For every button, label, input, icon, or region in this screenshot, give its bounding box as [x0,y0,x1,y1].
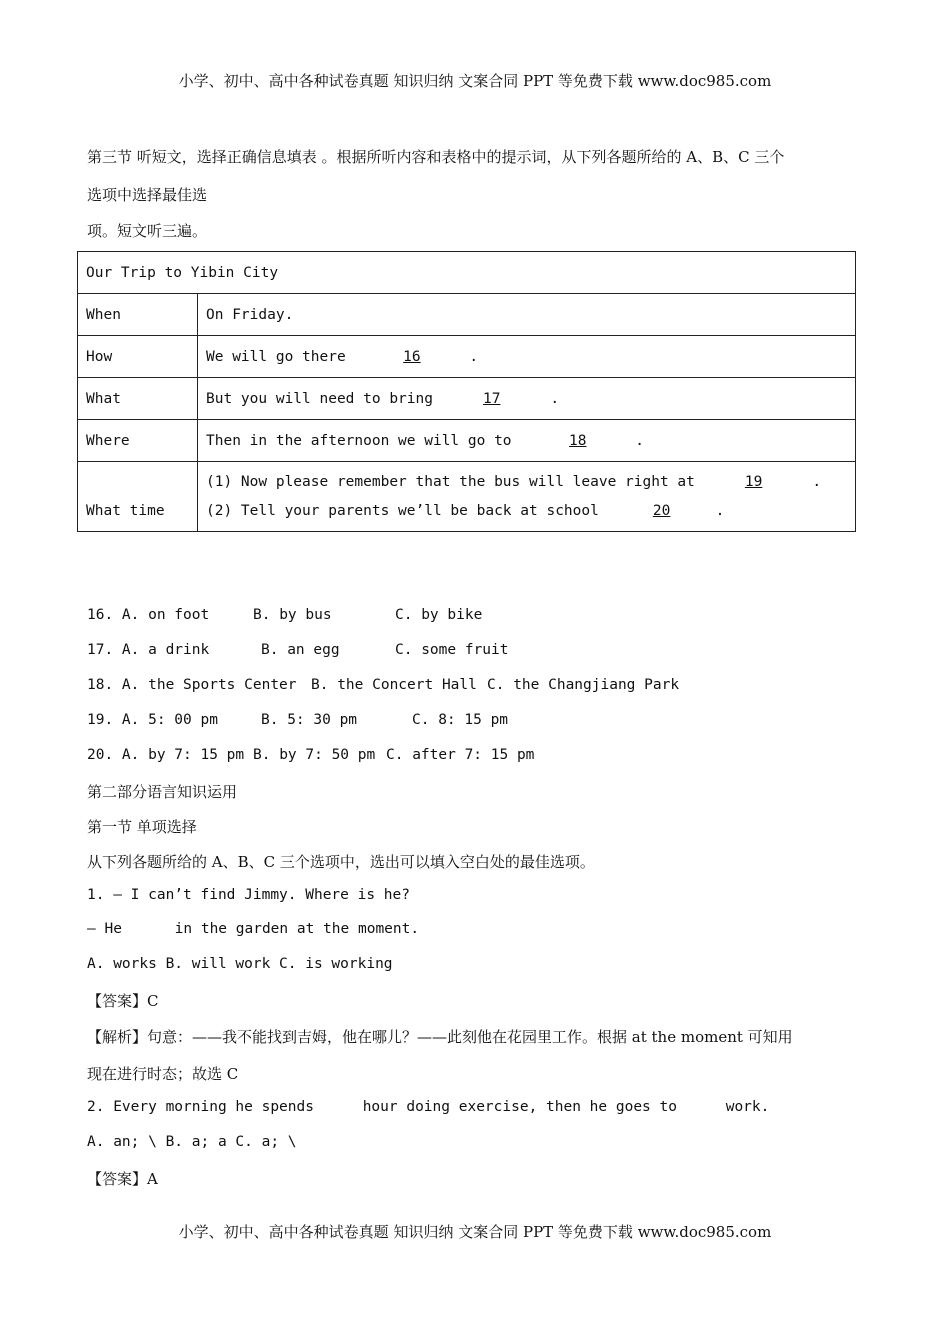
wt1-end: . [803,473,822,490]
table-row [78,378,856,420]
option-a: 17. A. a drink [87,642,210,658]
table-row [78,336,856,378]
when-value: On Friday. [198,294,856,336]
option-c: C. the Changjiang Park [487,677,680,693]
whattime-line2 [206,497,847,526]
q2-answer [87,1168,158,1189]
section3-instruction-line3: 项。短文听三遍。 [87,222,208,240]
trip-info-table [77,251,856,532]
what-label: What [78,378,198,420]
q2-stem-start: 2. Every morning he spends [87,1099,323,1115]
blank-19[interactable]: 19 [744,473,763,490]
q2-stem [87,1099,769,1115]
q1-answer [87,990,159,1011]
q2-options: A. an; \ B. a; a C. a; \ [87,1134,297,1150]
q1-line2-end: in the garden at the moment. [174,921,420,937]
table-row [78,420,856,462]
answer-label: 【答案】 [87,992,148,1010]
analysis-text: 句意：——我不能找到吉姆，他在哪儿？——此刻他在花园里工作。根据 at the moment 可知用 [147,1028,793,1046]
option-line-20 [87,747,535,763]
option-b: B. the Concert Hall [311,677,477,693]
option-b: B. by bus [253,607,332,623]
whattime-line1 [206,468,847,497]
table-row [78,252,856,294]
how-text: We will go there [206,348,355,365]
option-b: B. an egg [261,642,340,658]
whattime-value [198,462,856,532]
analysis-label: 【解析】 [87,1028,148,1046]
how-value [198,336,856,378]
option-b: B. by 7: 50 pm [253,747,376,763]
blank-16[interactable]: 16 [403,348,421,365]
option-a: 20. A. by 7: 15 pm [87,747,245,763]
answer-value: A [147,1170,158,1188]
option-c: C. after 7: 15 pm [386,747,535,763]
option-line-17 [87,642,509,658]
answer-value: C [147,992,159,1010]
option-a: 16. A. on foot [87,607,210,623]
option-b: B. 5: 30 pm [261,712,358,728]
part2-section1: 第一节 单项选择 [87,818,197,836]
how-label: How [78,336,198,378]
option-c: C. some fruit [395,642,509,658]
option-line-19 [87,712,509,728]
q1-analysis-line2: 现在进行时态；故选 C [87,1065,239,1083]
q2-stem-end: work. [725,1099,770,1115]
where-label: Where [78,420,198,462]
answer-label: 【答案】 [87,1170,148,1188]
what-value [198,378,856,420]
q1-line2 [87,921,419,937]
q1-analysis-line1 [87,1026,793,1047]
option-line-16 [87,607,483,623]
when-label: When [78,294,198,336]
where-value [198,420,856,462]
wt2-text: (2) Tell your parents we’ll be back at school [206,502,608,519]
what-end: . [541,390,560,407]
part2-instruction: 从下列各题所给的 A、B、C 三个选项中，选出可以填入空白处的最佳选项。 [87,853,595,871]
how-end: . [469,348,479,365]
part2-title: 第二部分语言知识运用 [87,783,238,801]
q1-line2-start: — He [87,921,131,937]
table-row [78,462,856,532]
option-c: C. 8: 15 pm [412,712,509,728]
table-title: Our Trip to Yibin City [78,252,856,294]
table-row [78,294,856,336]
page-header: 小学、初中、高中各种试卷真题 知识归纳 文案合同 PPT 等免费下载 www.doc985.com [178,72,772,90]
option-a: 18. A. the Sports Center [87,677,297,693]
whattime-label: What time [78,462,198,532]
blank-20[interactable]: 20 [652,502,671,519]
option-a: 19. A. 5: 00 pm [87,712,218,728]
q1-stem: 1. — I can’t find Jimmy. Where is he? [87,887,411,903]
blank-17[interactable]: 17 [482,390,501,407]
page-footer: 小学、初中、高中各种试卷真题 知识归纳 文案合同 PPT 等免费下载 www.doc985.com [178,1223,772,1241]
q1-options: A. works B. will work C. is working [87,956,393,972]
section3-instruction-line1: 第三节 听短文，选择正确信息填表 。根据所听内容和表格中的提示词，从下列各题所给的 A、B、C 三个 [87,148,785,166]
what-text: But you will need to bring [206,390,442,407]
blank-18[interactable]: 18 [569,432,587,449]
where-end: . [635,432,645,449]
q2-stem-middle: hour doing exercise, then he goes to [362,1099,686,1115]
wt2-end: . [715,502,725,519]
wt1-text: (1) Now please remember that the bus will leave right at [206,473,704,490]
section3-instruction-line2: 选项中选择最佳选 [87,186,208,204]
option-line-18 [87,677,680,693]
option-c: C. by bike [395,607,483,623]
where-text: Then in the afternoon we will go to [206,432,521,449]
